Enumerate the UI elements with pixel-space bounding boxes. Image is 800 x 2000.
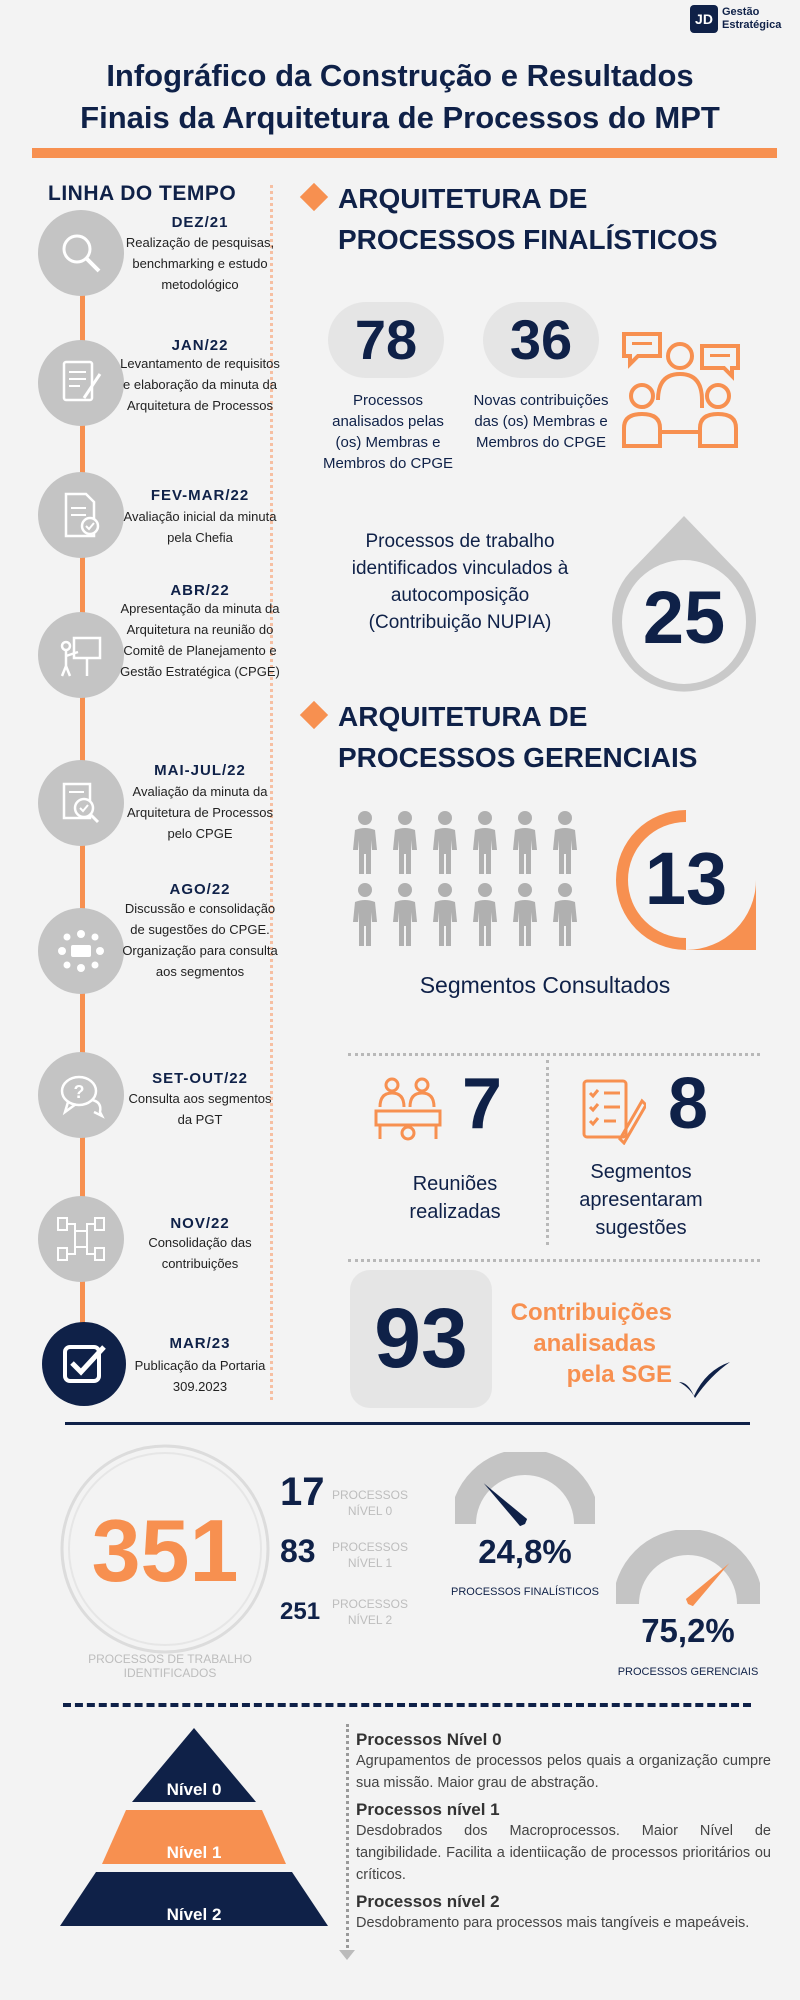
timeline-text: Consulta aos segmentos da PGT (128, 1091, 272, 1127)
level-text: Desdobramento para processos mais tangíveis e mapeáveis. (356, 1915, 750, 1931)
label-line: NÍVEL 0 (347, 1504, 393, 1518)
label-line: PROCESSOS (331, 1540, 409, 1554)
presentation-icon (38, 612, 124, 698)
timeline-date: DEZ/21 (171, 214, 229, 231)
pct-finalisticos: 24,8% (478, 1533, 572, 1570)
level1-label (330, 1539, 410, 1571)
magnifier-icon (38, 210, 124, 296)
person-icon (353, 883, 377, 946)
section-title-line2: PROCESSOS FINALÍSTICOS (338, 224, 718, 255)
suggestions-label: Segmentos apresentaram sugestões (579, 1161, 703, 1239)
suggestions-value: 8 (668, 1064, 709, 1144)
timeline-text: Avaliação da minuta da Arquitetura de Processos pelo CPGE (127, 784, 273, 841)
divider (348, 1259, 760, 1262)
document-pen-icon (38, 340, 124, 426)
contrib-line1: Contribuições (510, 1299, 672, 1326)
person-icon (553, 883, 577, 946)
person-icon (353, 811, 377, 874)
levels-descriptions (356, 1730, 771, 1934)
total-label: PROCESSOS DE TRABALHO IDENTIFICADOS (88, 1652, 252, 1680)
pyramid-level2: Nível 2 (166, 1905, 222, 1924)
page-title (30, 55, 770, 139)
document-check-icon (38, 472, 124, 558)
brand-line2: Estratégica (722, 19, 782, 31)
timeline-date: JAN/22 (171, 337, 229, 354)
title-line2: Finais da Arquitetura de Processos do MPT (80, 100, 720, 135)
timeline-heading: LINHA DO TEMPO (48, 182, 237, 205)
total-value: 351 (91, 1501, 239, 1600)
level-text: Agrupamentos de processos pelos quais a organização cumpre sua missão. Maior grau de abstração. (356, 1753, 771, 1791)
timeline-text: Consolidação das contribuições (148, 1235, 252, 1271)
level1-value: 83 (280, 1533, 316, 1569)
pyramid-level1: Nível 1 (166, 1843, 222, 1862)
timeline-date: MAI-JUL/22 (154, 762, 246, 779)
diamond-bullet-icon (300, 701, 328, 729)
document-review-icon (38, 760, 124, 846)
label-line: NÍVEL 1 (347, 1556, 393, 1570)
checkbox-icon (42, 1322, 126, 1406)
level2-label (330, 1596, 410, 1628)
levels-divider (346, 1724, 349, 1954)
timeline-text: Levantamento de requisitos e elaboração da minuta da Arquitetura de Processos (120, 356, 280, 413)
divider (546, 1060, 549, 1245)
section-title-gerenciais (338, 696, 697, 778)
title-underline (32, 148, 777, 158)
people-talking-icon (620, 328, 742, 459)
section-title-line2: PROCESSOS GERENCIAIS (338, 742, 698, 773)
person-icon (433, 811, 457, 874)
level-title: Processos nível 1 (356, 1800, 500, 1819)
group-meeting-icon (38, 908, 124, 994)
timeline-text: Discussão e consolidação de sugestões do CPGE. Organização para consulta aos segmentos (122, 901, 278, 979)
stat-desc: Processos analisados pelas (os) Membras e Membros do CPGE (322, 392, 454, 472)
question-bubble-icon (38, 1052, 124, 1138)
person-icon (513, 883, 537, 946)
stat-desc: Novas contribuições das (os) Membras e Membros do CPGE (473, 392, 609, 451)
svg-text:?: ? (73, 1082, 85, 1102)
meeting-table-icon (370, 1075, 446, 1148)
level0-value: 17 (280, 1470, 325, 1514)
timeline-text: Realização de pesquisas, benchmarking e estudo metodológico (125, 235, 275, 292)
checkmark-icon (676, 1360, 732, 1405)
timeline-date: AGO/22 (169, 881, 231, 898)
section-title-finalisticos (338, 178, 718, 260)
pct-gerenciais: 75,2% (641, 1612, 735, 1649)
person-icon (473, 811, 497, 874)
label-line: NÍVEL 2 (347, 1613, 393, 1627)
label-finalisticos: PROCESSOS FINALÍSTICOS (451, 1586, 599, 1598)
label-line: PROCESSOS (331, 1488, 409, 1502)
arrow-down-icon (339, 1950, 355, 1960)
level2-value: 251 (280, 1598, 321, 1625)
label-gerenciais: PROCESSOS GERENCIAIS (617, 1666, 759, 1678)
stat-value-36: 36 (483, 302, 599, 378)
timeline-text: Apresentação da minuta da Arquitetura na reunião do Comitê de Planejamento e Gestão Estratégica (CPGE) (120, 601, 280, 679)
brand-line1: Gestão (722, 6, 760, 18)
level-title: Processos Nível 0 (356, 1730, 502, 1749)
section-separator (65, 1422, 750, 1425)
meetings-label: Reuniões realizadas (409, 1173, 501, 1223)
stat-value-78: 78 (328, 302, 444, 378)
network-documents-icon (38, 1196, 124, 1282)
contrib-line2: analisadas (533, 1330, 656, 1357)
person-icon (513, 811, 537, 874)
person-icon (553, 811, 577, 874)
timeline-text: Publicação da Portaria 309.2023 (134, 1358, 266, 1394)
level-title: Processos nível 2 (356, 1892, 500, 1911)
segments-value: 13 (644, 837, 728, 920)
contrib-value: 93 (374, 1291, 468, 1385)
dashed-separator (63, 1703, 751, 1707)
diamond-bullet-icon (300, 183, 328, 211)
brand-logo-icon: JD (690, 5, 718, 33)
brand-name (722, 6, 781, 32)
gauge-gerenciais (616, 1530, 760, 1615)
person-icon (433, 883, 457, 946)
contrib-line3: pela SGE (566, 1361, 672, 1388)
segments-label: Segmentos Consultados (419, 972, 671, 998)
person-icon (393, 883, 417, 946)
pyramid-level0: Nível 0 (166, 1780, 222, 1799)
checklist-pen-icon (580, 1075, 646, 1150)
section-title-line1: ARQUITETURA DE (338, 183, 588, 214)
label-line: PROCESSOS (331, 1597, 409, 1611)
nupia-value: 25 (642, 576, 726, 659)
section-title-line1: ARQUITETURA DE (338, 701, 588, 732)
timeline-date: MAR/23 (169, 1335, 231, 1352)
person-icon (393, 811, 417, 874)
title-line1: Infográfico da Construção e Resultados (106, 58, 694, 93)
person-icon (473, 883, 497, 946)
timeline-date: FEV-MAR/22 (150, 487, 250, 504)
level-text: Desdobrados dos Macroprocessos. Maior Nível de tangibilidade. Facilita a identiicação de processos prioritários ou críticos. (356, 1823, 771, 1883)
nupia-desc: Processos de trabalho identificados vinculados à autocomposição (Contribuição NUPIA) (351, 531, 569, 633)
people-grid-icon (345, 810, 585, 955)
timeline-date: ABR/22 (170, 582, 230, 599)
timeline-date: SET-OUT/22 (152, 1070, 248, 1087)
level0-label (330, 1487, 410, 1519)
timeline-text: Avaliação inicial da minuta pela Chefia (123, 509, 277, 545)
contrib-label (502, 1297, 672, 1390)
timeline-date: NOV/22 (170, 1215, 230, 1232)
meetings-value: 7 (462, 1064, 503, 1144)
gauge-finalisticos (455, 1452, 595, 1537)
divider (348, 1053, 760, 1056)
